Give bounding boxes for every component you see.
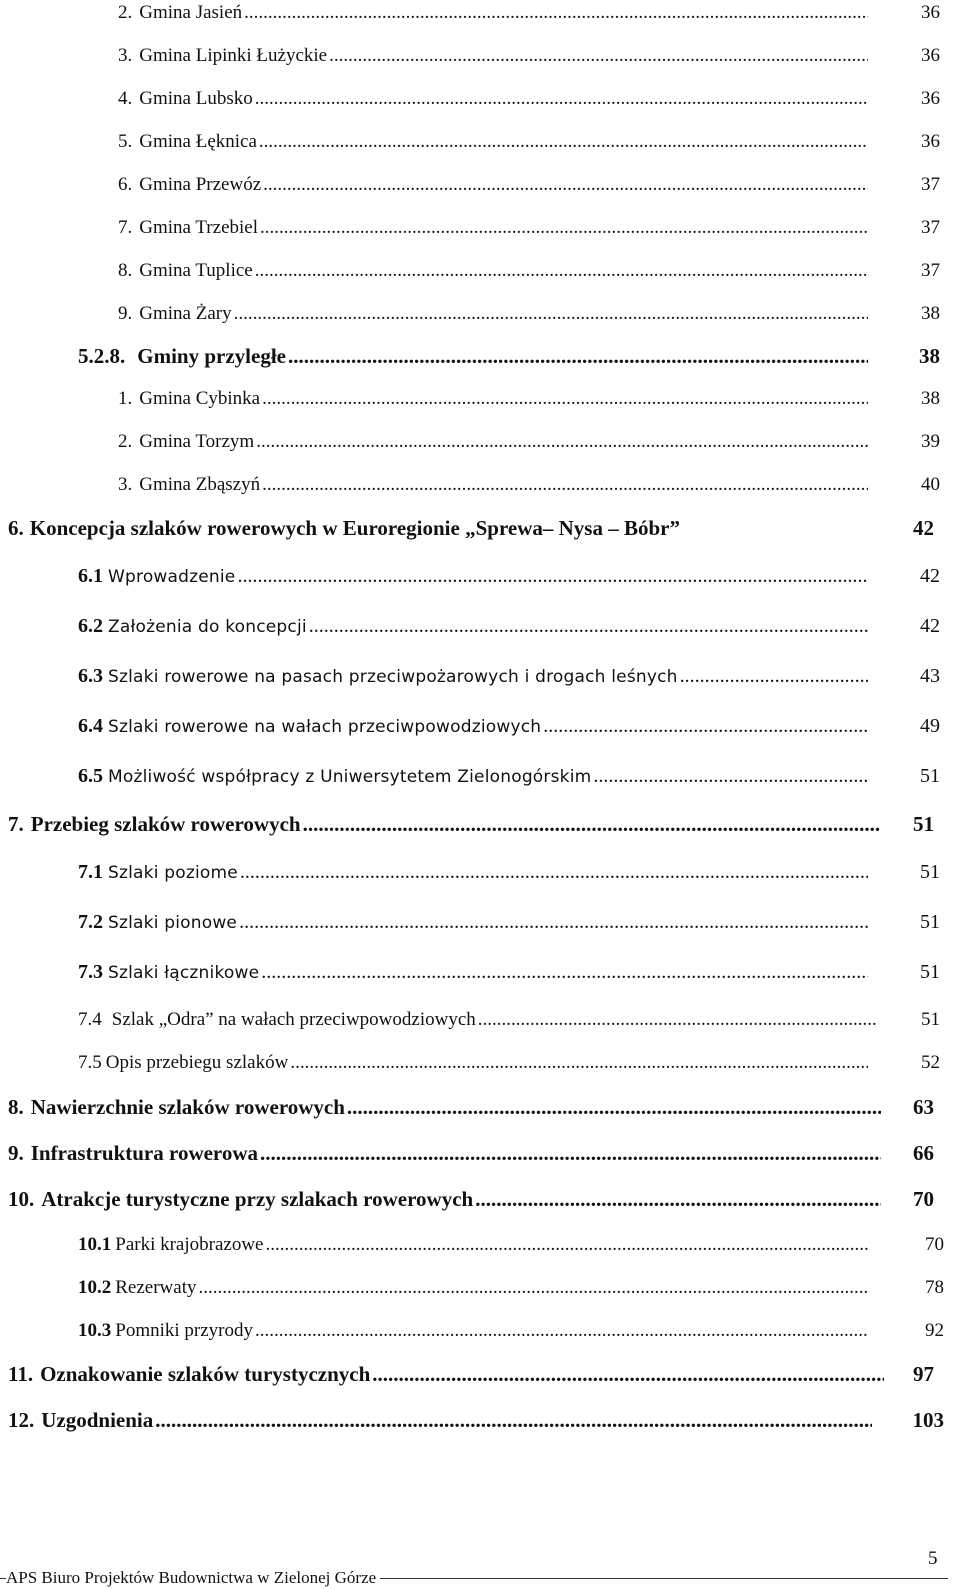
toc-entry[interactable] <box>118 131 940 152</box>
toc-entry-number: 10.1 <box>78 1234 112 1255</box>
toc-entry-title: Gmina Żary <box>139 303 232 324</box>
toc-entry-page: 51 <box>913 812 934 836</box>
toc-entry-page: 43 <box>920 665 940 687</box>
toc-entry-number: 7.1 <box>78 861 103 883</box>
toc-entry-page: 38 <box>919 344 940 368</box>
toc-entry[interactable] <box>8 1187 934 1211</box>
toc-dot-leader <box>255 89 868 108</box>
toc-entry-title: Założenia do koncepcji <box>108 617 307 637</box>
toc-entry-title: Atrakcje turystyczne przy szlakach rowerowych <box>41 1187 474 1211</box>
toc-entry-title: Gmina Zbąszyń <box>139 474 261 495</box>
toc-entry[interactable] <box>78 911 940 933</box>
toc-entry-page: 36 <box>921 88 940 109</box>
toc-entry[interactable] <box>8 518 948 539</box>
toc-dot-leader <box>475 1189 881 1210</box>
toc-dot-leader <box>263 175 868 194</box>
toc-entry-title: Opis przebiegu szlaków <box>105 1052 289 1073</box>
toc-dot-leader <box>255 261 868 280</box>
toc-entry-number: 8. <box>118 260 133 281</box>
toc-dot-leader <box>262 475 868 494</box>
toc-entry-number: 7.2 <box>78 911 103 933</box>
toc-entry-number: 6.3 <box>78 665 103 687</box>
toc-dot-leader <box>259 132 868 151</box>
toc-dot-leader <box>255 1321 868 1340</box>
toc-entry-number: 1. <box>118 388 133 409</box>
toc-dot-leader <box>266 1235 869 1254</box>
toc-entry-number: 9. <box>8 1141 24 1165</box>
toc-entry-title: Gmina Przewóz <box>139 174 262 195</box>
toc-entry-title: Szlaki rowerowe na pasach przeciwpożarowych i drogach leśnych <box>108 667 678 687</box>
toc-entry-page: 42 <box>920 565 940 587</box>
toc-entry-title: Wprowadzenie <box>108 567 236 587</box>
footer-text: APS Biuro Projektów Budownictwa w Zielonej Górze <box>6 1569 380 1586</box>
toc-dot-leader <box>593 766 868 786</box>
toc-entry-number: 10.2 <box>78 1277 112 1298</box>
toc-entry-number: 7.3 <box>78 961 103 983</box>
toc-entry-title: Gmina Tuplice <box>139 260 253 281</box>
toc-entry-number: 10. <box>8 1187 35 1211</box>
toc-entry[interactable] <box>78 1234 944 1255</box>
toc-entry-page: 36 <box>921 131 940 152</box>
toc-entry-page: 39 <box>921 431 940 452</box>
toc-entry-title: Gmina Łęknica <box>139 131 257 152</box>
toc-dot-leader <box>198 1278 868 1297</box>
toc-entry-number: 7.5 <box>78 1052 102 1073</box>
toc-entry-number: 12. <box>8 1408 35 1432</box>
toc-entry[interactable] <box>78 1320 944 1341</box>
toc-entry-number: 5. <box>118 131 133 152</box>
toc-entry-number: 2. <box>118 431 133 452</box>
toc-entry-title: Oznakowanie szlaków turystycznych <box>40 1362 371 1386</box>
toc-entry-page: 103 <box>912 1408 944 1432</box>
toc-entry-page: 51 <box>920 911 940 933</box>
toc-entry-title: Gmina Lubsko <box>139 88 253 109</box>
toc-dot-leader <box>372 1364 884 1385</box>
toc-dot-leader <box>256 432 868 451</box>
toc-dot-leader <box>260 218 868 237</box>
toc-entry[interactable] <box>118 303 940 324</box>
toc-entry[interactable] <box>78 615 940 637</box>
toc-entry-title: Infrastruktura rowerowa <box>30 1141 259 1165</box>
toc-entry-page: 51 <box>920 765 940 787</box>
toc-entry-title: Gmina Jasień <box>139 2 243 23</box>
toc-entry[interactable] <box>78 1009 940 1030</box>
toc-dot-leader <box>261 962 868 982</box>
toc-entry[interactable] <box>118 217 940 238</box>
toc-entry-number: 7. <box>8 812 24 836</box>
toc-entry[interactable] <box>8 812 934 836</box>
toc-entry-number: 6.4 <box>78 715 103 737</box>
toc-entry[interactable] <box>78 1277 944 1298</box>
toc-entry[interactable] <box>118 2 940 23</box>
toc-entry[interactable] <box>8 1141 934 1165</box>
toc-dot-leader <box>347 1097 881 1118</box>
toc-dot-leader <box>329 46 868 65</box>
toc-entry-page: 51 <box>920 961 940 983</box>
toc-entry[interactable] <box>118 388 940 409</box>
toc-dot-leader <box>680 666 868 686</box>
toc-entry-page: 42 <box>920 615 940 637</box>
toc-entry-page: 70 <box>925 1234 944 1255</box>
toc-entry-title: Szlaki pionowe <box>108 913 238 933</box>
toc-dot-leader <box>309 616 868 636</box>
toc-entry-page: 36 <box>921 2 940 23</box>
toc-entry-number: 3. <box>118 474 133 495</box>
toc-entry-title: Gmina Torzym <box>139 431 255 452</box>
toc-entry[interactable] <box>78 861 940 883</box>
toc-entry-number: 8. <box>8 1095 24 1119</box>
toc-entry-title: Rezerwaty <box>115 1277 197 1298</box>
toc-entry-page: 42 <box>913 516 934 540</box>
toc-dot-leader <box>303 814 881 835</box>
toc-dot-leader <box>543 716 868 736</box>
toc-entry-page: 49 <box>920 715 940 737</box>
toc-entry-title: Uzgodnienia <box>41 1408 154 1432</box>
toc-entry-number: 11. <box>8 1362 34 1386</box>
toc-entry-title: Parki krajobrazowe <box>115 1234 264 1255</box>
toc-entry[interactable] <box>118 88 940 109</box>
toc-entry-page: 37 <box>921 217 940 238</box>
toc-entry-page: 37 <box>921 260 940 281</box>
toc-entry-number: 6. <box>8 516 24 540</box>
toc-entry-title: Szlaki łącznikowe <box>108 963 260 983</box>
toc-entry-title: Gmina Lipinki Łużyckie <box>139 45 328 66</box>
toc-entry[interactable] <box>118 174 940 195</box>
toc-entry-number: 10.3 <box>78 1320 112 1341</box>
toc-entry-number: 6.5 <box>78 765 103 787</box>
toc-entry-page: 38 <box>921 388 940 409</box>
toc-entry-page: 78 <box>925 1277 944 1298</box>
toc-entry-page: 92 <box>925 1320 944 1341</box>
page-number: 5 <box>928 1548 938 1569</box>
toc-entry-page: 37 <box>921 174 940 195</box>
toc-entry[interactable] <box>118 260 940 281</box>
toc-entry-title: Koncepcja szlaków rowerowych w Euroregionie „Sprewa– Nysa – Bóbr” <box>29 516 680 540</box>
toc-entry-page: 38 <box>921 303 940 324</box>
toc-dot-leader <box>244 3 868 22</box>
toc-entry-title: Pomniki przyrody <box>115 1320 253 1341</box>
toc-entry-page: 40 <box>921 474 940 495</box>
toc-entry[interactable] <box>78 344 940 368</box>
toc-entry-title: Nawierzchnie szlaków rowerowych <box>30 1095 345 1119</box>
toc-entry-number: 5.2.8. <box>78 344 126 368</box>
toc-entry[interactable] <box>78 1052 940 1073</box>
toc-entry[interactable] <box>8 1362 934 1386</box>
toc-dot-leader <box>237 566 868 586</box>
toc-entry[interactable] <box>8 1408 944 1432</box>
toc-dot-leader <box>240 862 868 882</box>
toc-dot-leader <box>155 1410 872 1431</box>
toc-entry-page: 36 <box>921 45 940 66</box>
toc-dot-leader <box>239 912 868 932</box>
toc-dot-leader <box>260 1143 881 1164</box>
toc-entry-page: 51 <box>920 861 940 883</box>
toc-entry-title: Szlaki poziome <box>108 863 238 883</box>
toc-dot-leader <box>288 346 868 367</box>
toc-dot-leader <box>234 304 868 323</box>
toc-entry-title: Gminy przyległe <box>137 344 286 368</box>
toc-entry-number: 6.2 <box>78 615 103 637</box>
toc-entry-number: 6.1 <box>78 565 103 587</box>
toc-entry-page: 97 <box>913 1362 934 1386</box>
toc-entry[interactable] <box>78 765 940 787</box>
toc-entry-number: 3. <box>118 45 133 66</box>
toc-entry[interactable] <box>118 431 940 452</box>
toc-entry[interactable] <box>78 961 940 983</box>
toc-entry[interactable] <box>78 715 940 737</box>
toc-entry-number: 9. <box>118 303 133 324</box>
toc-entry-page: 70 <box>913 1187 934 1211</box>
toc-entry-page: 66 <box>913 1141 934 1165</box>
toc-entry-title: Szlaki rowerowe na wałach przeciwpowodziowych <box>108 717 542 737</box>
toc-entry-title: Możliwość współpracy z Uniwersytetem Zielonogórskim <box>108 767 592 787</box>
toc-dot-leader <box>262 389 868 408</box>
toc-dot-leader <box>478 1010 876 1029</box>
toc-entry-number: 7. <box>118 217 133 238</box>
toc-dot-leader <box>290 1053 868 1072</box>
toc-entry-page: 51 <box>921 1009 940 1030</box>
toc-entry[interactable] <box>8 1095 934 1119</box>
toc-entry[interactable] <box>78 665 940 687</box>
toc-entry[interactable] <box>118 474 940 495</box>
toc-entry-title: Gmina Cybinka <box>139 388 261 409</box>
toc-entry-title: Gmina Trzebiel <box>139 217 258 238</box>
toc-entry-page: 63 <box>913 1095 934 1119</box>
toc-entry-title: Przebieg szlaków rowerowych <box>30 812 301 836</box>
toc-entry-number: 6. <box>118 174 133 195</box>
toc-entry[interactable] <box>78 565 940 587</box>
toc-entry-number: 2. <box>118 2 133 23</box>
toc-entry-number: 4. <box>118 88 133 109</box>
toc-entry-title: Szlak „Odra” na wałach przeciwpowodziowych <box>111 1009 476 1030</box>
toc-entry[interactable] <box>118 45 940 66</box>
toc-entry-page: 52 <box>921 1052 940 1073</box>
toc-entry-number: 7.4 <box>78 1009 102 1030</box>
